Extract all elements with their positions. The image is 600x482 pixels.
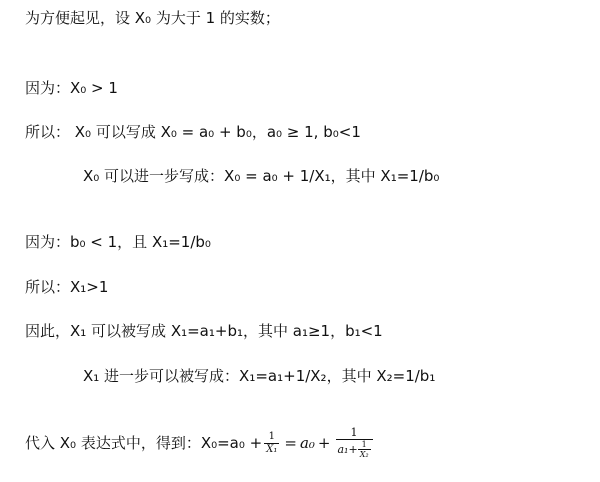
premise-b0-lt-1: 因为：b₀ < 1，且 X₁=1/b₀ — [25, 233, 211, 251]
inner-fraction — [358, 440, 371, 459]
premise-x0-gt-1: 因为：X₀ > 1 — [25, 79, 118, 97]
conclusion-x1-gt-1: 所以：X₁>1 — [25, 278, 109, 296]
intro-line: 为方便起见，设 X₀ 为大于 1 的实数； — [25, 9, 280, 27]
substitution-text: 代入 X₀ 表达式中，得到：X₀=a₀ + — [25, 434, 263, 452]
inner-fraction-numerator: 1 — [361, 440, 367, 449]
fraction-1-over-x1 — [264, 431, 279, 456]
inner-fraction-denominator: X₂ — [359, 450, 369, 459]
a0-term: a₀ — [299, 434, 315, 452]
equals-sign: = — [284, 434, 297, 452]
continued-fraction — [336, 427, 373, 459]
x0-further-decomposition: X₀ 可以进一步写成：X₀ = a₀ + 1/X₁，其中 X₁=1/b₀ — [83, 167, 440, 185]
conclusion-x0-decomposition: 所以： X₀ 可以写成 X₀ = a₀ + b₀，a₀ ≥ 1, b₀<1 — [25, 123, 361, 141]
x1-decomposition: 因此，X₁ 可以被写成 X₁=a₁+b₁，其中 a₁≥1，b₁<1 — [25, 322, 383, 340]
substitution-line — [25, 418, 375, 468]
fraction-numerator: 1 — [268, 430, 275, 442]
x1-further-decomposition: X₁ 进一步可以被写成：X₁=a₁+1/X₂，其中 X₂=1/b₁ — [83, 367, 436, 385]
plus-sign: + — [317, 434, 331, 452]
fraction-denominator: X₁ — [266, 443, 278, 455]
a1-plus: a₁+ — [337, 442, 358, 456]
continued-fraction-numerator: 1 — [350, 426, 358, 439]
continued-fraction-denominator — [336, 439, 373, 459]
nested-denominator — [338, 440, 371, 459]
